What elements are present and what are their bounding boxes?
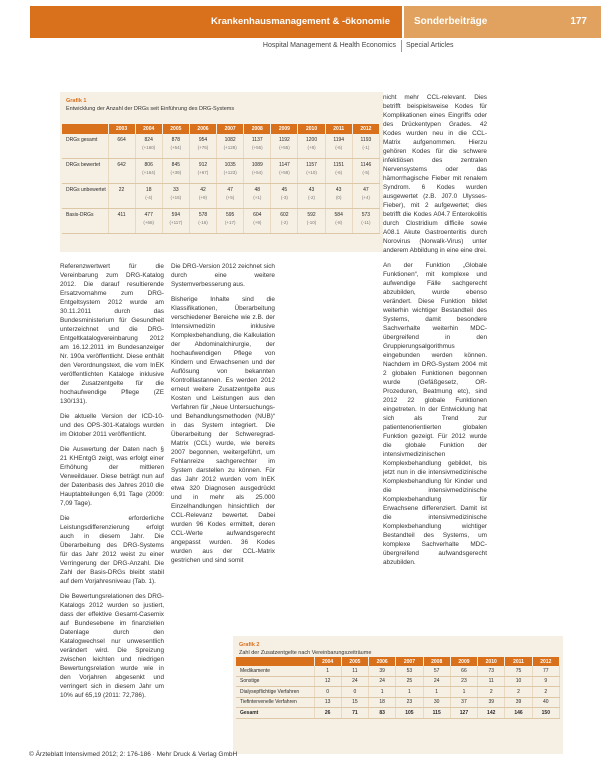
- table-cell: [108, 159, 135, 184]
- cell-change: (+1): [253, 195, 262, 200]
- cell-value: 1151: [333, 162, 345, 168]
- column-header: 2005: [341, 657, 368, 666]
- table-cell: [298, 209, 325, 234]
- table-cell: [189, 159, 216, 184]
- cell-value: 584: [334, 212, 343, 218]
- cell-change: (-8): [335, 220, 343, 225]
- table-cell: 9: [532, 676, 559, 687]
- cell-value: 578: [198, 212, 208, 218]
- table-cell: [325, 184, 352, 209]
- cell-change: (+17): [224, 220, 236, 225]
- table-cell: 115: [423, 708, 450, 719]
- figure-2-label: Grafik 2: [239, 642, 260, 648]
- table-cell: 30: [423, 697, 450, 708]
- table-cell: 127: [450, 708, 477, 719]
- table-cell: [352, 134, 379, 159]
- table-cell: 18: [369, 697, 396, 708]
- cell-value: 45: [281, 187, 288, 193]
- cell-value: 1082: [224, 137, 236, 143]
- cell-value: 47: [363, 187, 369, 193]
- table-cell: 15: [341, 697, 368, 708]
- cell-change: (+66): [143, 220, 155, 225]
- table-cell: [325, 159, 352, 184]
- page-footer: © Ärzteblatt Intensivmed 2012; 2: 176-186 · Mehr Druck & Verlag GmbH: [29, 751, 238, 758]
- table-cell: [352, 159, 379, 184]
- column-header: 2008: [423, 657, 450, 666]
- table-cell: [217, 134, 244, 159]
- cell-change: (0): [335, 195, 342, 200]
- table-cell: [271, 184, 298, 209]
- table-row: [62, 134, 380, 159]
- column-header: 2009: [450, 657, 477, 666]
- column-header: 2004: [135, 124, 162, 134]
- table-cell: 150: [532, 708, 559, 719]
- table-cell: 2: [478, 687, 505, 698]
- figure-2-caption: Zahl der Zusatzentgelte nach Vereinbarungszeiträume: [239, 650, 372, 656]
- table-cell: 0: [314, 687, 341, 698]
- zusatzentgelte-table: [236, 657, 560, 719]
- row-label: Dialysepflichtige Verfahren: [236, 687, 314, 698]
- table-cell: [244, 134, 271, 159]
- cell-change: (-6): [335, 170, 343, 175]
- column-header: 2010: [478, 657, 505, 666]
- table-cell: [189, 134, 216, 159]
- cell-change: (+123): [223, 170, 237, 175]
- table-cell: [217, 159, 244, 184]
- table-cell: 1: [314, 666, 341, 676]
- table-cell: 73: [478, 666, 505, 676]
- cell-change: (+58): [279, 170, 290, 175]
- table-cell: [162, 159, 189, 184]
- table-cell: 1: [423, 687, 450, 698]
- column-header: 2012: [532, 657, 559, 666]
- cell-value: 48: [254, 187, 261, 193]
- table-cell: 25: [396, 676, 423, 687]
- header-divider: [401, 40, 402, 52]
- column-header: 2006: [369, 657, 396, 666]
- cell-change: (-16): [198, 220, 208, 225]
- table-cell: [189, 184, 216, 209]
- cell-value: 42: [200, 187, 206, 193]
- table-row: [62, 159, 380, 184]
- cell-value: 1193: [360, 137, 372, 143]
- table-cell: [271, 159, 298, 184]
- cell-change: (+55): [279, 145, 290, 150]
- cell-change: (+55): [251, 145, 263, 150]
- cell-value: 411: [117, 212, 126, 218]
- header-band: [30, 6, 601, 38]
- column-header: 2010: [298, 124, 325, 134]
- cell-change: (+5): [226, 195, 235, 200]
- cell-value: 573: [361, 212, 371, 218]
- table-cell: 13: [314, 697, 341, 708]
- table-cell: 12: [314, 676, 341, 687]
- section-subtitle-right: Special Articles: [406, 42, 454, 49]
- figure-1: [60, 92, 383, 252]
- table-cell: [298, 134, 325, 159]
- table-row: [62, 209, 380, 234]
- table-row: [62, 184, 380, 209]
- table-cell: 24: [423, 676, 450, 687]
- cell-value: 33: [173, 187, 179, 193]
- row-label: Basis-DRGs: [62, 209, 108, 234]
- cell-change: (+10): [306, 170, 317, 175]
- column-header: 2009: [271, 124, 298, 134]
- table-cell: 77: [532, 666, 559, 676]
- figure-1-label: Grafik 1: [66, 98, 87, 104]
- paragraph: Die erforderliche Leistungsdifferenzierung erfolgt auch in diesem Jahr. Die Überarbeitung des DRG-Systems für das Jahr 2012 weist zu einer Verringerung der DRG-Anzahl. Die Zahl der Basis-DRGs bleibt stabil auf dem Vorjahresniveau (Tab. 1).: [60, 515, 164, 585]
- table-cell: [162, 209, 189, 234]
- cell-change: (+15): [170, 195, 182, 200]
- table-cell: [135, 184, 162, 209]
- cell-change: (-10): [306, 220, 317, 225]
- cell-value: 1137: [251, 137, 263, 143]
- table-cell: 2: [532, 687, 559, 698]
- cell-value: 664: [117, 137, 126, 143]
- table-cell: 66: [450, 666, 477, 676]
- table-cell: [108, 134, 135, 159]
- table-cell: [271, 134, 298, 159]
- cell-value: 1157: [306, 162, 317, 168]
- cell-value: 1200: [305, 137, 318, 143]
- table-cell: 24: [369, 676, 396, 687]
- table-cell: 75: [505, 666, 532, 676]
- cell-value: 477: [144, 212, 153, 218]
- table-row: [236, 697, 560, 708]
- cell-change: (-6): [335, 145, 343, 150]
- column-header: [62, 124, 108, 134]
- table-cell: 11: [478, 676, 505, 687]
- cell-change: (-5): [362, 170, 370, 175]
- cell-change: (+8): [307, 145, 316, 150]
- cell-value: 824: [144, 137, 153, 143]
- paragraph: Bisherige Inhalte sind die Klassifikationen, Überarbeitung verschiedener Bereiche wie z.B. der Intensivmedizin inklusive Komplexbehandlung, die Kalkulation der Abdominalchirurgie, der hochaufwendigen Pflege von Kindern und Erwachsenen und der Auflösung von bekannten Kontrolllastannen. Es werden 2012 erneut weitere Zusatzentgelte aus Kosten und Leistungen aus den Verfahren für „Neue Untersuchungs- und Behandlungsmethoden (NUB)“ in das System integriert. Die Überarbeitung der Schweregrad-Matrix (CCL) wurde, wie bereits 2007 begonnen, weitergeführt, um Fehlanreize sachgerechter im System darstellen zu können. Für das Jahr 2012 wurden vom InEK etwa 320 Diagnosen ausgedrückt und in mehr als 25.000 Einzelhandlungen hinsichtlich der CCL-Relevanz bewertet. Dabei wurden 96 Kodes ermittelt, deren CCL-Werte aufwandsgerecht angepasst wurden. 36 Kodes wurden aus der CCL-Matrix gestrichen und sind somit: [171, 296, 275, 564]
- table-cell: [217, 184, 244, 209]
- table-cell: 39: [478, 697, 505, 708]
- table-cell: 39: [369, 666, 396, 676]
- cell-change: (+160): [142, 145, 156, 150]
- cell-value: 18: [145, 187, 152, 193]
- column-header: 2007: [396, 657, 423, 666]
- table-cell: [135, 159, 162, 184]
- table-cell: [189, 209, 216, 234]
- cell-value: 602: [280, 212, 289, 218]
- paragraph: Die DRG-Version 2012 zeichnet sich durch eine weitere Systemverbesserung aus.: [171, 263, 275, 288]
- table-cell: 23: [450, 676, 477, 687]
- table-cell: 23: [396, 697, 423, 708]
- cell-change: (+54): [251, 170, 263, 175]
- table-cell: [135, 134, 162, 159]
- column-header: [236, 657, 314, 666]
- cell-change: (+54): [170, 145, 182, 150]
- section-title: Krankenhausmanagement & -ökonomie: [30, 6, 402, 38]
- paragraph: Die Auswertung der Daten nach § 21 KHEntgG zeigt, was erfolgt einer Erhöhung der mittleren Verweildauer. Diese beträgt nun auf der Datenbasis des Jahres 2010 die Hauptabteilungen 6,91 Tage (2009: 7,09 Tage).: [60, 446, 164, 507]
- table-cell: 0: [341, 687, 368, 698]
- column-header: 2004: [314, 657, 341, 666]
- table-cell: 26: [314, 708, 341, 719]
- cell-change: (-3): [280, 195, 288, 200]
- cell-change: (+76): [197, 145, 209, 150]
- table-cell: 37: [450, 697, 477, 708]
- table-cell: 10: [505, 676, 532, 687]
- table-cell: 57: [423, 666, 450, 676]
- cell-value: 642: [117, 162, 126, 168]
- table-cell: [325, 134, 352, 159]
- cell-value: 806: [144, 162, 153, 168]
- cell-change: (+39): [170, 170, 182, 175]
- cell-value: 1035: [224, 162, 236, 168]
- table-cell: [271, 209, 298, 234]
- row-label: DRGs unbewertet: [62, 184, 108, 209]
- table-cell: 53: [396, 666, 423, 676]
- figure-2: [233, 636, 563, 754]
- row-label: DRGs gesamt: [62, 134, 108, 159]
- cell-value: 954: [198, 137, 208, 143]
- cell-value: 47: [227, 187, 233, 193]
- section-subtitle: Hospital Management & Health Economics: [262, 42, 396, 49]
- table-cell: 1: [450, 687, 477, 698]
- table-cell: 24: [341, 676, 368, 687]
- table-cell: [108, 184, 135, 209]
- table-cell: [217, 209, 244, 234]
- cell-change: (-2): [308, 195, 316, 200]
- text-column-3: [383, 93, 487, 573]
- cell-value: 43: [335, 187, 342, 193]
- table-cell: [135, 209, 162, 234]
- page-number: 177: [570, 16, 587, 27]
- table-cell: [298, 184, 325, 209]
- table-cell: [108, 209, 135, 234]
- table-cell: 2: [505, 687, 532, 698]
- cell-value: 43: [308, 187, 315, 193]
- cell-value: 594: [171, 212, 181, 218]
- column-header: 2005: [162, 124, 189, 134]
- paragraph: Die aktuelle Version der ICD-10- und des OPS-301-Katalogs wurden im Oktober 2011 veröffentlicht.: [60, 413, 164, 438]
- cell-change: (+4): [361, 195, 370, 200]
- table-cell: [244, 184, 271, 209]
- cell-change: (-4): [145, 195, 153, 200]
- column-header: 2008: [244, 124, 271, 134]
- cell-value: 912: [198, 162, 208, 168]
- table-cell: [244, 209, 271, 234]
- column-header: 2003: [108, 124, 135, 134]
- cell-change: (+9): [253, 220, 262, 225]
- table-cell: 40: [532, 697, 559, 708]
- cell-value: 845: [171, 162, 181, 168]
- paragraph: An der Funktion „Globale Funktionen“, mit komplexe und aufwendige Fälle sachgerecht abzubilden, wurde ebenso verändert. Diese Funktion bildet weiterhin wichtiger Bestandteil des Systems, damit besondere Sachverhalte weiterhin MDC-übergreifend in den Gruppierungsalgorithmus eingebunden werden können. Nachdem im DRG-System 2004 mit 2 globalen Funktionen begonnen wurde (Gefäßgesetz, OR-Prozeduren, Beatmung etc), sind 2012 22 globale Funktionen eingetreten. In der Entwicklung hat sich als Trend zur patientenorientierten globalen Funktion gezeigt. Für 2012 wurde die globale Funktion der intensivmedizinischen Komplexbehandlung gebildet, bis jetzt nun in die intensivmedizinische Komplexbehandlung für Kinder und die intensivmedizinische Komplexbehandlung für Erwachsene differenziert. Damit ist die intensivmedizinische Komplexbehandlung wichtiger Bestandteil des Systems, um komplexe Sachverhalte MDC-übergreifend aufwandsgerecht abzubilden.: [383, 262, 487, 566]
- table-cell: [325, 209, 352, 234]
- table-row: [236, 687, 560, 698]
- cell-value: 1089: [251, 162, 263, 168]
- cell-value: 22: [118, 187, 125, 193]
- cell-value: 604: [253, 212, 262, 218]
- cell-value: 595: [225, 212, 235, 218]
- cell-change: (-2): [280, 220, 288, 225]
- cell-value: 1192: [279, 137, 290, 143]
- drg-table: [62, 124, 380, 234]
- table-cell: [162, 184, 189, 209]
- paragraph: Die Bewertungsrelationen des DRG-Katalogs 2012 wurden so justiert, dass der effektive Gesamt-Casemix auf Bundesebene im finanziellen Datenlage durch den Katalogwechsel nur unwesentlich verändert wird. Die Spreizung zwischen leichten und niedrigen Bewertungsrelation wurde wie in den Vorjahren abgesenkt und verringert sich in diesem Jahr um 10% auf 65,19 (2011: 72,786).: [60, 593, 164, 699]
- cell-value: 592: [307, 212, 316, 218]
- table-cell: 11: [341, 666, 368, 676]
- row-label: Tiefintervenelle Verfahren: [236, 697, 314, 708]
- cell-value: 1146: [360, 162, 372, 168]
- row-label: Medikamente: [236, 666, 314, 676]
- special-articles-title: [404, 6, 601, 38]
- cell-change: (+9): [198, 195, 208, 200]
- table-row: [236, 708, 560, 719]
- table-cell: 83: [369, 708, 396, 719]
- table-cell: [162, 134, 189, 159]
- table-cell: 71: [341, 708, 368, 719]
- row-label: Sonstige: [236, 676, 314, 687]
- cell-change: (+164): [142, 170, 156, 175]
- table-row: [236, 676, 560, 687]
- table-cell: 146: [505, 708, 532, 719]
- cell-change: (-11): [361, 220, 371, 225]
- table-cell: 39: [505, 697, 532, 708]
- table-cell: [352, 209, 379, 234]
- table-cell: 105: [396, 708, 423, 719]
- column-header: 2011: [505, 657, 532, 666]
- table-cell: [298, 159, 325, 184]
- text-column-1: [60, 262, 164, 706]
- row-label: Gesamt: [236, 708, 314, 719]
- cell-change: (-1): [362, 145, 370, 150]
- figure-1-caption: Entwicklung der Anzahl der DRGs seit Einführung des DRG-Systems: [66, 106, 235, 112]
- table-cell: 1: [396, 687, 423, 698]
- cell-change: (+117): [169, 220, 183, 225]
- column-header: 2012: [352, 124, 379, 134]
- table-row: [236, 666, 560, 676]
- table-cell: 142: [478, 708, 505, 719]
- paragraph: nicht mehr CCL-relevant. Dies betrifft beispielsweise Kodes für Komplikationen eines Eingriffs oder des Drückentypen Grades. 42 Kodes wurden neu in die CCL-Matrix aufgenommen. Hierzu gehören Kodes für die schwere infektiösen des zentralen Nervensystems oder das hämorrhagische Fieber mit renalem Syndrom. 6 Kodes wurden ausgewertet (z.B. J07.0 Ulysses-Fieber), mit 2 aufgewertet; dies betrifft die Kodes A04.7 Enterokolitis durch Clostridium difficile sowie A08.1 Akute Gastroenteritis durch Norovirus (Norwalk-Virus) unter anderem Abbildung in eine eine drei.: [383, 94, 487, 254]
- cell-value: 1194: [333, 137, 345, 143]
- table-cell: [244, 159, 271, 184]
- table-cell: 1: [369, 687, 396, 698]
- cell-value: 878: [171, 137, 181, 143]
- column-header: 2006: [189, 124, 216, 134]
- section-title-right: Sonderbeiträge: [414, 16, 488, 27]
- row-label: DRGs bewertet: [62, 159, 108, 184]
- text-column-2: [171, 262, 275, 571]
- cell-change: (+67): [197, 170, 209, 175]
- cell-change: (+128): [223, 145, 237, 150]
- column-header: 2007: [217, 124, 244, 134]
- cell-value: 1147: [279, 162, 290, 168]
- paragraph: Referenzwertwert für die Vereinbarung zum DRG-Katalog 2012. Die darauf resultierende Ersatzvornahme zum DRG-Entgeltsystem 2012 wurde am 30.11.2011 durch das Bundesministerium für Gesundheit unterzeichnet und die DRG-Entgeltkatalogvereinbarung 2012 am 16.12.2011 im Bundesanzeiger Nr. 190a veröffentlicht. Diese enthält den Verordnungstext, die vom InEK veröffentlichten Kataloge inklusive der Zusatzentgelte für die hochaufwendige Pflege (ZE 130/131).: [60, 263, 164, 405]
- column-header: 2011: [325, 124, 352, 134]
- table-cell: [352, 184, 379, 209]
